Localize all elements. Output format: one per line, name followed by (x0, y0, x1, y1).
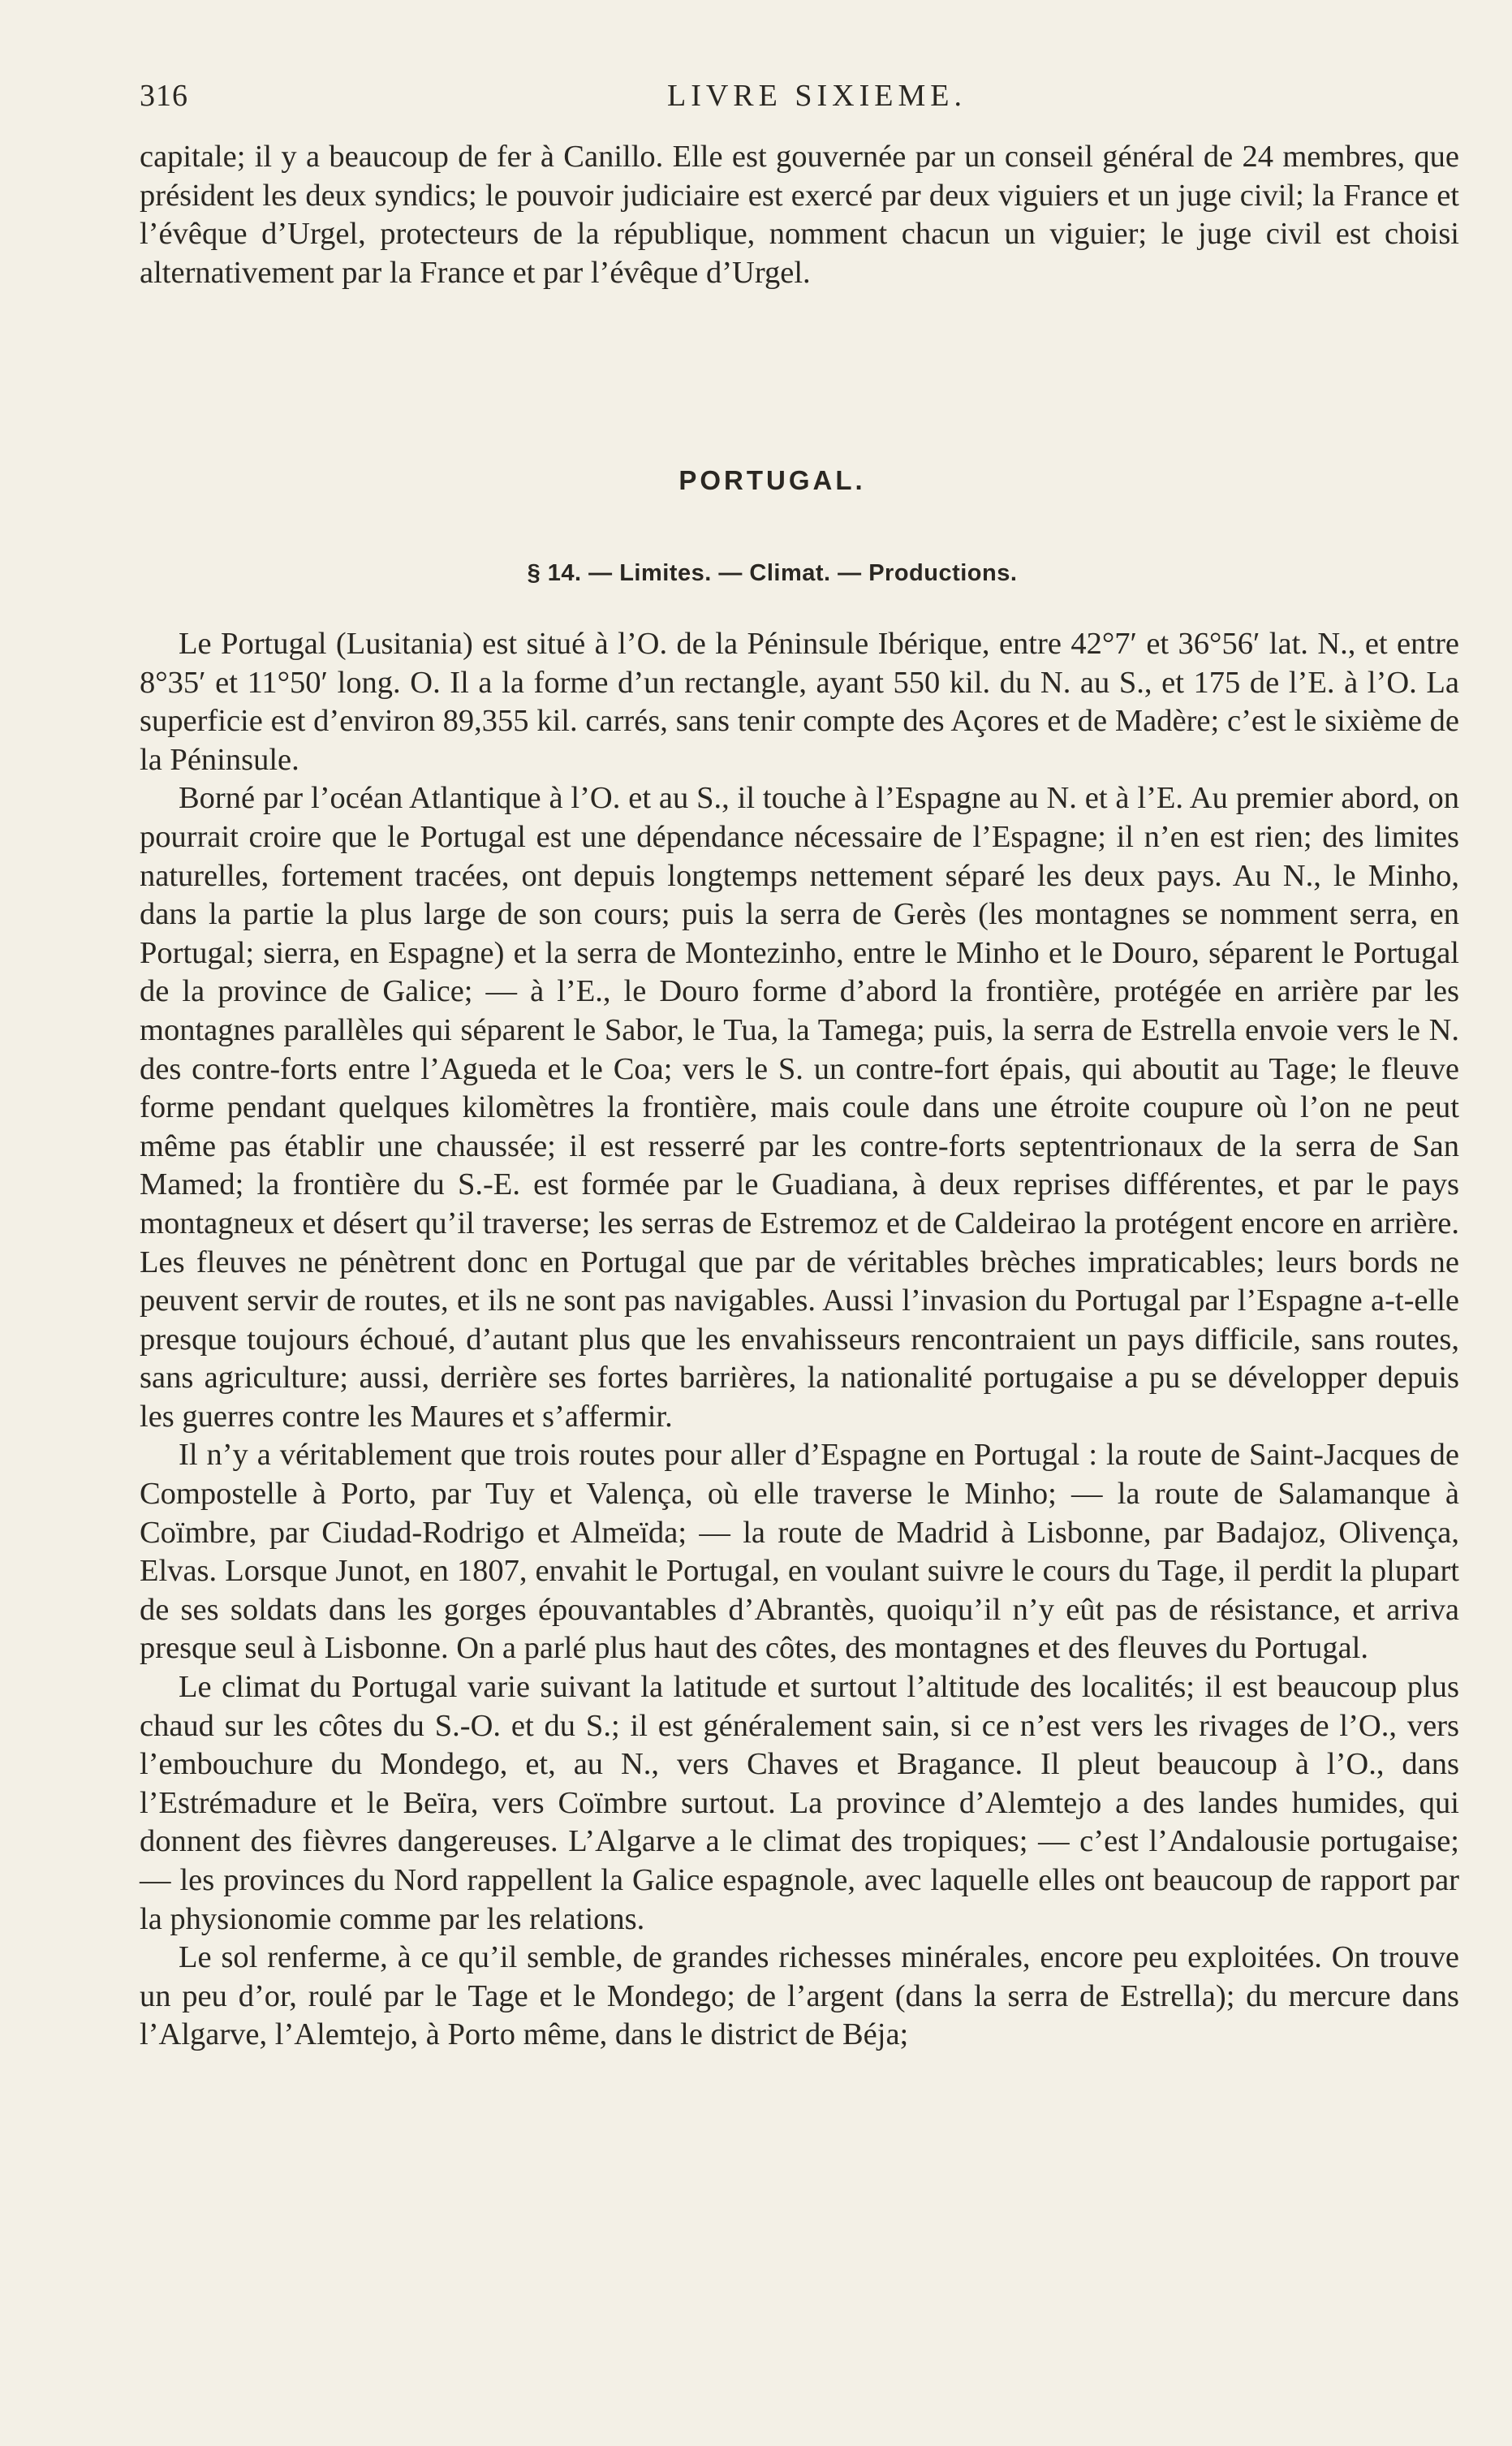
paragraph-climate: Le climat du Portugal varie suivant la latitude et surtout l’altitude des localités; il est beaucoup plus chaud sur les côtes du S.-O. et du S.; il est généralement sain, si ce n’est vers les rivages de l’O., vers l’embouchure du Mondego, et, au N., vers Chaves et Bragance. Il pleut beaucoup à l’O., dans l’Estrémadure et le Beïra, vers Coïmbre surtout. La province d’Alemtejo a des landes humides, qui donnent des fièvres dangereuses. L’Algarve a le climat des tropiques; — c’est l’Andalousie portugaise; — les provinces du Nord rappellent la Galice espagnole, avec laquelle elles ont beaucoup de rapport par la physionomie comme par les relations. (140, 1670, 1459, 1936)
paragraph-minerals: Le sol renferme, à ce qu’il semble, de grandes richesses minérales, encore peu exploitées. On trouve un peu d’or, roulé par le Tage et le Mondego; de l’argent (dans la serra de Estrella); du mercure dans l’Algarve, l’Alemtejo, à Porto même, dans le district de Béja; (140, 1940, 1459, 2052)
section-title: PORTUGAL. (678, 465, 866, 495)
body-text (140, 625, 1459, 2055)
paragraph-routes: Il n’y a véritablement que trois routes pour aller d’Espagne en Portugal : la route de Saint-Jacques de Compostelle à Porto, par Tuy et Valença, où elle traverse le Minho; — la route de Salamanque à Coïmbre, par Ciudad-Rodrigo et Almeïda; — la route de Madrid à Lisbonne, par Badajoz, Olivença, Elvas. Lorsque Junot, en 1807, envahit le Portugal, en voulant suivre le cours du Tage, il perdit la plupart de ses soldats dans les gorges épouvantables d’Abrantès, quoiqu’il n’y eût pas de résistance, et arriva presque seul à Lisbonne. On a parlé plus haut des côtes, des montagnes et des fleuves du Portugal. (140, 1438, 1459, 1666)
running-title: LIVRE SIXIEME. (667, 79, 967, 113)
subsection-title: § 14. — Limites. — Climat. — Productions. (527, 560, 1018, 586)
intro-paragraph: capitale; il y a beaucoup de fer à Canillo. Elle est gouvernée par un conseil général de 24 membres, que président les deux syndics; le pouvoir judiciaire est exercé par deux viguiers et un juge civil; la France et l’évêque d’Urgel, protecteurs de la république, nomment chacun un viguier; le juge civil est choisi alternativement par la France et par l’évêque d’Urgel. (140, 140, 1459, 290)
running-head (140, 78, 1455, 127)
intro-text (140, 138, 1459, 292)
paragraph-limits: Le Portugal (Lusitania) est situé à l’O. de la Péninsule Ibérique, entre 42°7′ et 36°56′ lat. N., et entre 8°35′ et 11°50′ long. O. Il a la forme d’un rectangle, ayant 550 kil. du N. au S., et 175 de l’E. à l’O. La superficie est d’environ 89,355 kil. carrés, sans tenir compte des Açores et de Madère; c’est le sixième de la Péninsule. (140, 627, 1459, 777)
page-number: 316 (140, 79, 188, 113)
paragraph-borders: Borné par l’océan Atlantique à l’O. et au S., il touche à l’Espagne au N. et à l’E. Au premier abord, on pourrait croire que le Portugal est une dépendance nécessaire de l’Espagne; il n’en est rien; des limites naturelles, fortement tracées, ont depuis longtemps nettement séparé les deux pays. Au N., le Minho, dans la partie la plus large de son cours; puis la serra de Gerès (les montagnes se nomment serra, en Portugal; sierra, en Espagne) et la serra de Montezinho, entre le Minho et le Douro, séparent le Portugal de la province de Galice; — à l’E., le Douro forme d’abord la frontière, protégée en arrière par les montagnes parallèles qui séparent le Sabor, le Tua, la Tamega; puis, la serra de Estrella envoie vers le N. des contre-forts entre l’Agueda et le Coa; vers le S. un contre-fort épais, qui aboutit au Tage; le fleuve forme pendant quelques kilomètres la frontière, mais coule dans une étroite coupure où l’on ne peut même pas établir une chaussée; il est resserré par les contre-forts septentrionaux de la serra de San Mamed; la frontière du S.-E. est formée par le Guadiana, à deux reprises différentes, et par le pays montagneux et désert qu’il traverse; les serras de Estremoz et de Caldeirao la protégent encore en arrière. Les fleuves ne pénètrent donc en Portugal que par de véritables brèches impraticables; leurs bords ne peuvent servir de routes, et ils ne sont pas navigables. Aussi l’invasion du Portugal par l’Espagne a-t-elle presque toujours échoué, d’autant plus que les envahisseurs rencontraient un pays difficile, sans routes, sans agriculture; aussi, derrière ses fortes barrières, la nationalité portugaise a pu se développer depuis les guerres contre les Maures et s’affermir. (140, 781, 1459, 1434)
